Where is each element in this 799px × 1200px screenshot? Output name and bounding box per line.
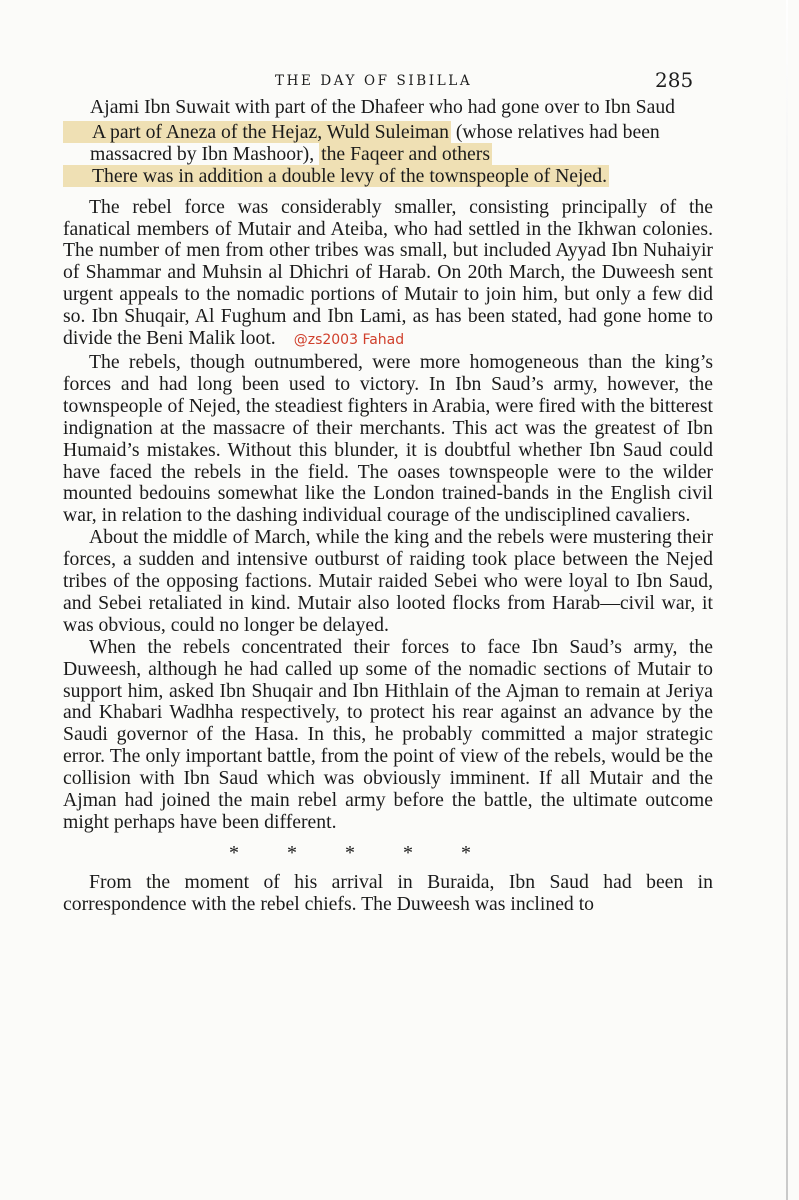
list-item (63, 166, 713, 188)
asterisk: * (229, 841, 239, 864)
paragraph (63, 352, 713, 527)
highlighted-text: There was in addition a double levy of the townspeople of Nejed. (63, 165, 609, 187)
paragraph-text: About the middle of March, while the king and the rebels were mustering their forces, a sudden and intensive outburst of raiding took place between the Nejed tribes of the opposing factions. Mutair raided Sebei who were loyal to Ibn Saud, and Sebei retaliated in kind. Mutair also looted flocks from Harab—civil war, it was obvious, could no longer be delayed. (63, 526, 713, 636)
forces-list (63, 97, 713, 188)
page-header (0, 68, 799, 94)
page-number: 285 (655, 68, 694, 92)
paragraph (63, 527, 713, 637)
paragraph (63, 197, 713, 352)
list-item (63, 97, 713, 119)
paragraph (63, 872, 713, 916)
asterisk: * (461, 841, 471, 864)
watermark-text: @zs2003 Fahad (293, 332, 405, 349)
list-item-text: Ajami Ibn Suwait with part of the Dhafeer who had gone over to Ibn Saud (90, 96, 676, 118)
highlighted-text: A part of Aneza of the Hejaz, Wuld Suleiman (63, 121, 451, 143)
asterisk: * (287, 841, 297, 864)
list-item (63, 122, 713, 166)
paragraph-text: The rebel force was considerably smaller, consisting principally of the fanatical members of Mutair and Ateiba, who had settled in the Ikhwan colonies. The number of men from other tribes was small, but included Ayyad Ibn Nuhaiyir of Shammar and Muhsin al Dhichri of Harab. On 20th March, the Duweesh sent urgent appeals to the nomadic portions of Mutair to join him, but only a few did so. Ibn Shuqair, Al Fughum and Ibn Lami, as has been stated, had gone home to divide the Beni Malik loot. (63, 195, 713, 350)
list-item-text: (whose relatives had been massacred by Ibn Mashoor), (90, 120, 660, 165)
highlighted-text: the Faqeer and others (321, 142, 491, 165)
paragraph-text: When the rebels concentrated their forces to face Ibn Saud’s army, the Duweesh, although he had called up some of the nomadic sections of Mutair to support him, asked Ibn Shuqair and Ibn Hithlain of the Ajman to remain at Jeriya and Khabari Wadhha respectively, to protect his rear against an advance by the Saudi governor of the Hasa. In this, he probably committed a major strategic error. The only important battle, from the point of view of the rebels, would be the collision with Ibn Saud which was obviously imminent. If all Mutair and the Ajman had joined the main rebel army before the battle, the ultimate outcome might perhaps have been different. (63, 635, 713, 833)
paragraph-text: The rebels, though outnumbered, were more homogeneous than the king’s forces and had long been used to victory. In Ibn Saud’s army, however, the townspeople of Nejed, the steadiest fighters in Arabia, were fired with the bitterest indignation at the massacre of their merchants. This act was the greatest of Ibn Humaid’s mistakes. Without this blunder, it is doubtful whether Ibn Saud could have faced the rebels in the field. The oases townspeople were to the wilder mounted bedouins somewhat like the London trained-bands in the English civil war, in relation to the dashing individual courage of the undisciplined cavaliers. (63, 350, 713, 527)
asterisk: * (403, 841, 413, 864)
section-separator (63, 838, 713, 872)
asterisk: * (345, 841, 355, 864)
page-edge (786, 0, 788, 1200)
paragraph-text: From the moment of his arrival in Buraida, Ibn Saud had been in correspondence with the rebel chiefs. The Duweesh was inclined to (63, 870, 713, 915)
paragraph (63, 637, 713, 834)
running-head: THE DAY OF SIBILLA (275, 73, 473, 89)
body-text (63, 97, 713, 916)
